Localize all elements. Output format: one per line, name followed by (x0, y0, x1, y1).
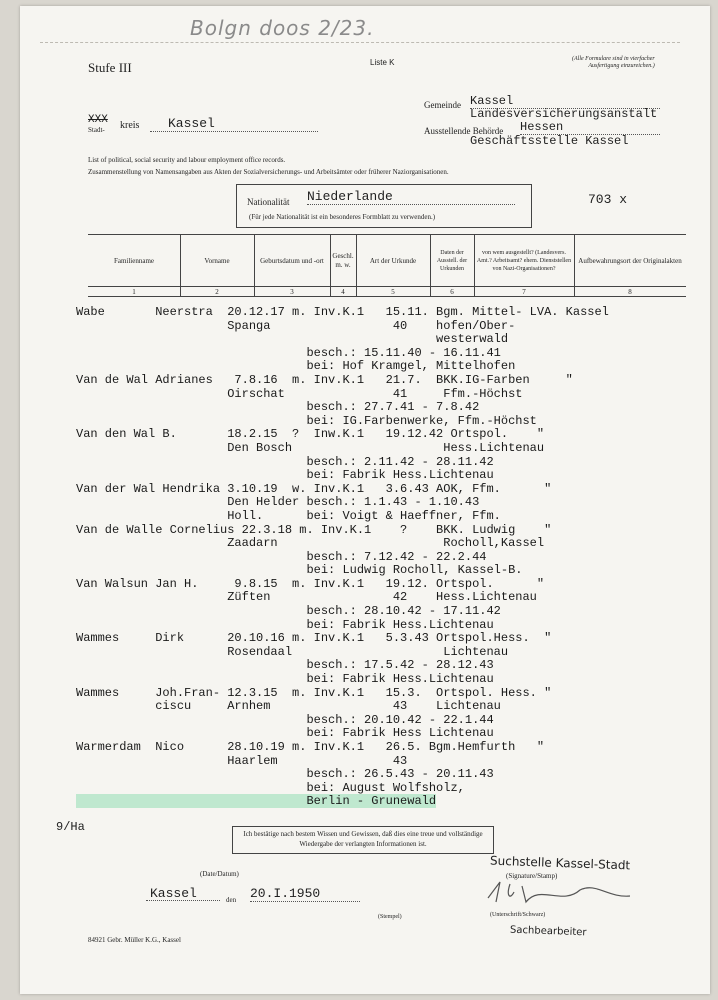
typed-line: bei: Fabrik Hess.Lichtenau (76, 617, 494, 632)
typed-line: bei: Hof Kramgel, Mittelhofen (76, 359, 516, 374)
column-header-vorname: Vorname (204, 256, 230, 265)
land-prefix: XXX (88, 114, 108, 126)
typed-line: Van Walsun Jan H. 9.8.15 m. Inv.K.1 19.12. Ortspol. " (76, 576, 545, 591)
printer-imprint: 84921 Gebr. Müller K.G., Kassel (88, 936, 181, 944)
office-stamp: Suchstelle Kassel-Stadt (489, 853, 631, 873)
fold-line (40, 42, 680, 43)
typed-line: Van der Wal Hendrika 3.10.19 w. Inv.K.1 3.6.43 AOK, Ffm. " (76, 481, 552, 496)
typed-line: Spanga 40 hofen/Ober- (76, 318, 516, 333)
typed-line: Berlin - Grunewald (76, 794, 437, 809)
column-header-geburtsdatum: Geburtsdatum und -ort (260, 256, 324, 265)
column-header-geschlecht: Geschl. m. w. (332, 252, 354, 269)
column-header-familienname: Familienname (113, 256, 155, 265)
typed-line: besch.: 7.12.42 - 22.2.44 (76, 549, 487, 564)
typed-line: Oirschat 41 Ffm.-Höchst (76, 386, 523, 401)
nationality-note: (Für jede Nationalität ist ein besonderes Formblatt zu verwenden.) (249, 213, 436, 221)
col-divider (254, 234, 255, 296)
typed-line: besch.: 27.7.41 - 7.8.42 (76, 400, 480, 415)
stufe-label: Stufe III (88, 60, 132, 75)
typed-line: bei: IG.Farbenwerke, Ffm.-Höchst (76, 413, 537, 428)
place-line (146, 900, 220, 901)
nationality-box (236, 184, 532, 228)
typed-line: besch.: 20.10.42 - 22.1.44 (76, 712, 494, 727)
typed-line: bei: Fabrik Hess Lichtenau (76, 726, 494, 741)
column-number: 2 (215, 288, 219, 296)
typed-line: bei: Ludwig Rocholl, Kassel-B. (76, 563, 523, 578)
typed-line: ciscu Arnhem 43 Lichtenau (76, 699, 501, 714)
typed-line: Wammes Joh.Fran- 12.3.15 m. Inv.K.1 15.3. Ortspol. Hess. " (76, 685, 552, 700)
typed-entries (76, 306, 706, 826)
typed-line: Zaadarn Rocholl,Kassel (76, 536, 545, 551)
typed-line: bei: August Wolfsholz, (76, 780, 465, 795)
stadt-prefix: Stadt- (88, 126, 105, 134)
top-note (572, 56, 655, 70)
top-note-line-2: Ausfertigung einzureichen.) (588, 63, 655, 69)
certification-box: Ich bestätige nach bestem Wissen und Gewissen, daß dies eine treue und vollständige Wiedergabe der verlangten Informationen ist. (232, 826, 494, 854)
behoerde-line-3: Geschäftsstelle Kassel (470, 134, 629, 148)
typed-line: besch.: 26.5.43 - 20.11.43 (76, 767, 494, 782)
signer-name-label: (Unterschrift/Schwarz) (490, 912, 546, 918)
description-english: List of political, social security and labour employment office records. (88, 156, 286, 164)
typed-line: besch.: 28.10.42 - 17.11.42 (76, 604, 501, 619)
typed-line: besch.: 2.11.42 - 28.11.42 (76, 454, 494, 469)
typed-line: besch.: 17.5.42 - 28.12.43 (76, 658, 494, 673)
column-number: 3 (290, 288, 294, 296)
stamp-label: (Stempel) (378, 914, 402, 920)
sachbearbeiter-label: Sachbearbeiter (509, 924, 587, 939)
reference-code: 9/Ha (56, 820, 85, 834)
typed-line: Wabe Neerstra 20.12.17 m. Inv.K.1 15.11. Bgm. Mittel- LVA. Kassel (76, 305, 609, 319)
typed-line: Van de Wal Adrianes 7.8.16 m. Inv.K.1 21.7. BKK.IG-Farben " (76, 372, 573, 387)
typed-line: bei: Fabrik Hess.Lichtenau (76, 672, 494, 687)
column-number: 7 (522, 288, 526, 296)
typed-line: Holl. bei: Voigt & Haeffner, Ffm. (76, 508, 501, 523)
behoerde-line-1: Landesversicherungsanstalt (470, 107, 658, 121)
column-header-daten: Daten der Ausstell. der Urkunden (436, 250, 468, 272)
signature-label: (Signature/Stamp) (506, 872, 558, 880)
table-bottom-border (88, 296, 686, 297)
den-label: den (226, 896, 237, 904)
top-note-line-1: (Alle Formulare sind in vierfacher (572, 56, 655, 62)
typed-line: Van de Walle Cornelius 22.3.18 m. Inv.K.1 ? BKK. Ludwig " (76, 522, 552, 537)
typed-line: westerwald (76, 332, 509, 347)
column-number: 4 (341, 288, 345, 296)
description-german: Zusammenstellung von Namensangaben aus Akten der Sozialversicherungs- und Arbeitsämter oder früherer Naziorganisationen. (88, 168, 449, 176)
table-top-border (88, 234, 686, 235)
typed-line: Den Helder besch.: 1.1.43 - 1.10.43 (76, 495, 480, 510)
gemeinde-value: Kassel (470, 94, 660, 109)
typed-line: Den Bosch Hess.Lichtenau (76, 440, 545, 455)
typed-line: bei: Fabrik Hess.Lichtenau (76, 468, 494, 483)
typed-line: Züften 42 Hess.Lichtenau (76, 590, 537, 605)
typed-line: besch.: 15.11.40 - 16.11.41 (76, 345, 501, 360)
page-code: 703 x (588, 192, 628, 207)
column-number: 5 (391, 288, 395, 296)
behoerde-label: Ausstellende Behörde (424, 126, 504, 136)
col-divider (474, 234, 475, 296)
behoerde-line-2: Hessen (520, 120, 660, 135)
archive-note: Bolgn doos 2/23. (190, 16, 375, 40)
column-header-aussteller: von wem ausgestellt? (Landesvers. Amt.? Arbeitsamt? ehem. Dienststellen von Nazi-Organisationen? (476, 250, 572, 272)
typed-line: Warmerdam Nico 28.10.19 m. Inv.K.1 26.5. Bgm.Hemfurth " (76, 740, 545, 754)
col-divider (574, 234, 575, 296)
column-number: 1 (132, 288, 136, 296)
column-number: 6 (450, 288, 454, 296)
gemeinde-label: Gemeinde (424, 100, 461, 110)
signature-scribble (470, 878, 650, 912)
column-header-art: Art der Urkunde (369, 256, 417, 265)
col-divider (356, 234, 357, 296)
typed-line: Haarlem 43 (76, 753, 408, 768)
typed-entry-lines (76, 306, 706, 809)
typed-line: Wammes Dirk 20.10.16 m. Inv.K.1 5.3.43 Ortspol.Hess. " (76, 631, 552, 646)
kreis-value: Kassel (150, 116, 318, 132)
column-number: 8 (628, 288, 632, 296)
nationality-label: Nationalität (247, 197, 290, 207)
nationality-value: Niederlande (307, 189, 515, 205)
column-header-aufbewahrungsort: Aufbewahrungsort der Originalakten (578, 256, 682, 265)
typed-line: Rosendaal Lichtenau (76, 644, 509, 659)
liste-label: Liste K (370, 58, 395, 67)
kreis-label: kreis (120, 120, 140, 131)
date-label: (Date/Datum) (200, 870, 239, 878)
typed-line: Van den Wal B. 18.2.15 ? Inw.K.1 19.12.42 Ortspol. " (76, 427, 545, 442)
table-mid-border (88, 286, 686, 287)
place-value: Kassel (150, 886, 197, 901)
date-value: 20.I.1950 (250, 886, 360, 902)
